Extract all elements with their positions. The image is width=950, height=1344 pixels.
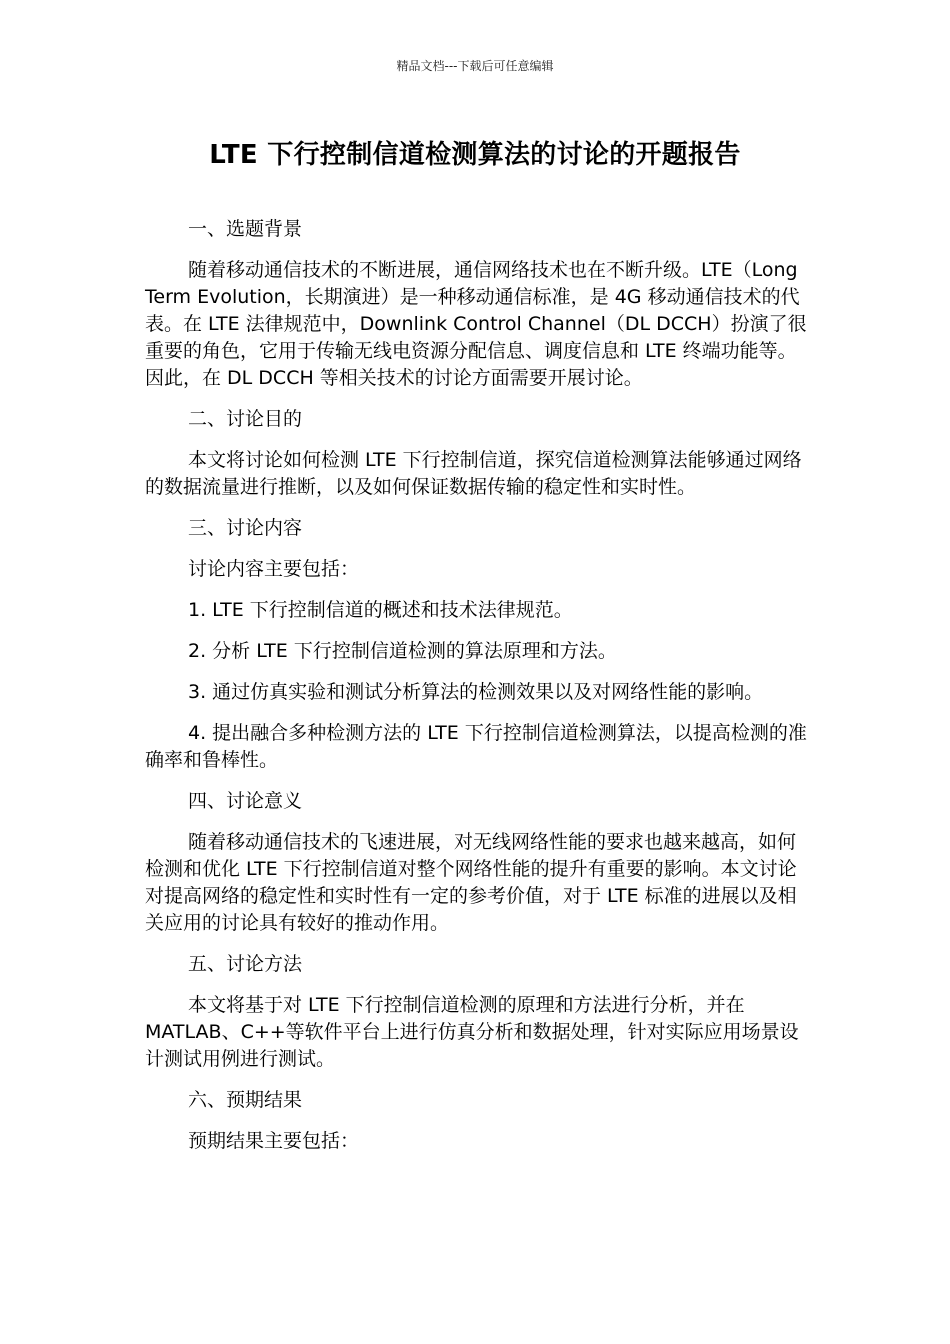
paragraph: 本文将讨论如何检测 LTE 下行控制信道，探究信道检测算法能够通过网络的数据流量进行推断，以及如何保证数据传输的稳定性和实时性。 xyxy=(145,449,802,498)
paragraph: 随着移动通信技术的不断进展，通信网络技术也在不断升级。LTE（Long Term Evolution，长期演进）是一种移动通信标准，是 4G 移动通信技术的代表。在 LTE 法律规范中，Downlink Control Channel（DL DCCH）扮演了很重要的角色，它用于传输无线电资源分配信息、调度信息和 LTE 终端功能等。因此，在 DL DCCH 等相关技术的讨论方面需要开展讨论。 xyxy=(145,259,807,389)
list-item: 4. 提出融合多种检测方法的 LTE 下行控制信道检测算法，以提高检测的准确率和鲁棒性。 xyxy=(145,722,807,771)
document-title: LTE 下行控制信道检测算法的讨论的开题报告 xyxy=(209,140,741,170)
document-body xyxy=(145,216,810,1169)
section-heading: 二、讨论目的 xyxy=(188,408,303,430)
paragraph: 预期结果主要包括： xyxy=(188,1130,360,1152)
section-heading: 三、讨论内容 xyxy=(188,517,303,539)
section-heading: 四、讨论意义 xyxy=(188,790,303,812)
section-heading: 一、选题背景 xyxy=(188,218,303,240)
list-item: 3. 通过仿真实验和测试分析算法的检测效果以及对网络性能的影响。 xyxy=(188,681,764,703)
paragraph: 讨论内容主要包括： xyxy=(188,558,360,580)
paragraph: 本文将基于对 LTE 下行控制信道检测的原理和方法进行分析，并在 MATLAB、C++等软件平台上进行仿真分析和数据处理，针对实际应用场景设计测试用例进行测试。 xyxy=(145,994,799,1070)
list-item: 2. 分析 LTE 下行控制信道检测的算法原理和方法。 xyxy=(188,640,617,662)
section-heading: 六、预期结果 xyxy=(188,1089,303,1111)
list-item: 1. LTE 下行控制信道的概述和技术法律规范。 xyxy=(188,599,573,621)
paragraph: 随着移动通信技术的飞速进展，对无线网络性能的要求也越来越高，如何检测和优化 LTE 下行控制信道对整个网络性能的提升有重要的影响。本文讨论对提高网络的稳定性和实时性有一定的参考价值，对于 LTE 标准的进展以及相关应用的讨论具有较好的推动作用。 xyxy=(145,831,797,934)
header-watermark: 精品文档---下载后可任意编辑 xyxy=(396,59,554,73)
section-heading: 五、讨论方法 xyxy=(188,953,303,975)
